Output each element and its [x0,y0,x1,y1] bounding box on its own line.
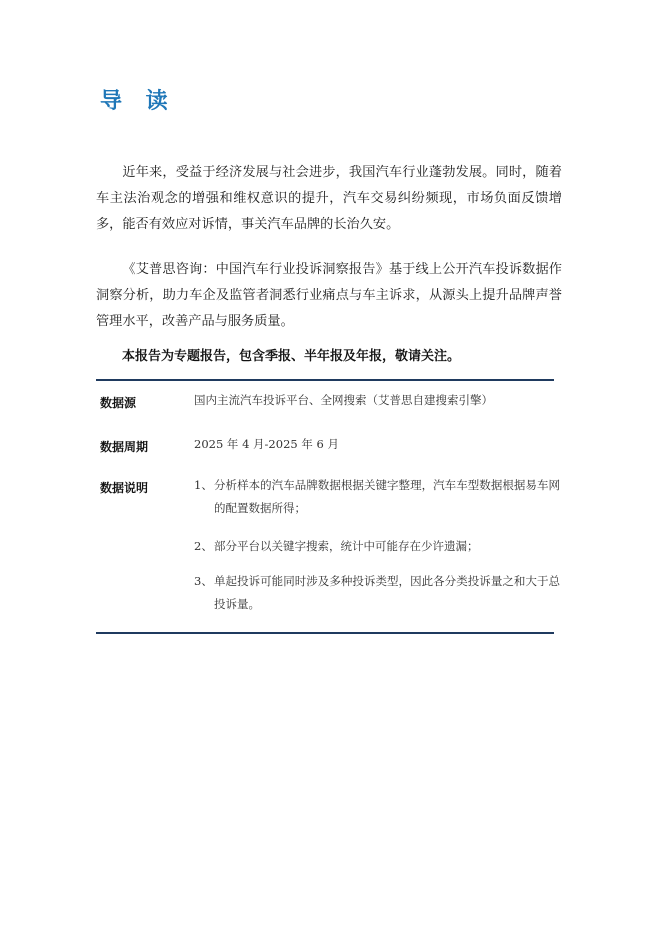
note-number: 2、 [194,539,213,553]
note-number: 3、 [194,574,213,588]
data-note-item-2 [194,535,554,559]
data-period-label: 数据周期 [100,440,149,454]
report-notice: 本报告为专题报告，包含季报、半年报及年报，敬请关注。 [122,349,461,364]
data-info-table [96,379,560,634]
page-title: 导 读 [100,89,176,114]
data-note-item-1 [194,474,560,522]
data-note-item-3 [194,570,560,618]
data-notes-label: 数据说明 [100,481,149,495]
data-source-value: 国内主流汽车投诉平台、全网搜索（艾普思自建搜索引擎） [194,393,493,407]
note-number: 1、 [194,478,213,492]
note-text: 部分平台以关键字搜索，统计中可能存在少许遗漏； [214,539,479,553]
note-text: 单起投诉可能同时涉及多种投诉类型，因此各分类投诉量之和大于总投诉量。 [214,574,560,611]
intro-paragraph-2: 《艾普思咨询：中国汽车行业投诉洞察报告》基于线上公开汽车投诉数据作洞察分析，助力车企及监管者洞悉行业痛点与车主诉求，从源头上提升品牌声誉管理水平，改善产品与服务质量。 [96,262,562,329]
intro-paragraph-1: 近年来，受益于经济发展与社会进步，我国汽车行业蓬勃发展。同时，随着车主法治观念的增强和维权意识的提升，汽车交易纠纷频现，市场负面反馈增多，能否有效应对诉情，事关汽车品牌的长治久安。 [96,165,562,232]
data-source-label: 数据源 [100,396,137,410]
data-period-value: 2025 年 4 月-2025 年 6 月 [194,437,339,451]
note-text: 分析样本的汽车品牌数据根据关键字整理，汽车车型数据根据易车网的配置数据所得； [214,478,560,515]
